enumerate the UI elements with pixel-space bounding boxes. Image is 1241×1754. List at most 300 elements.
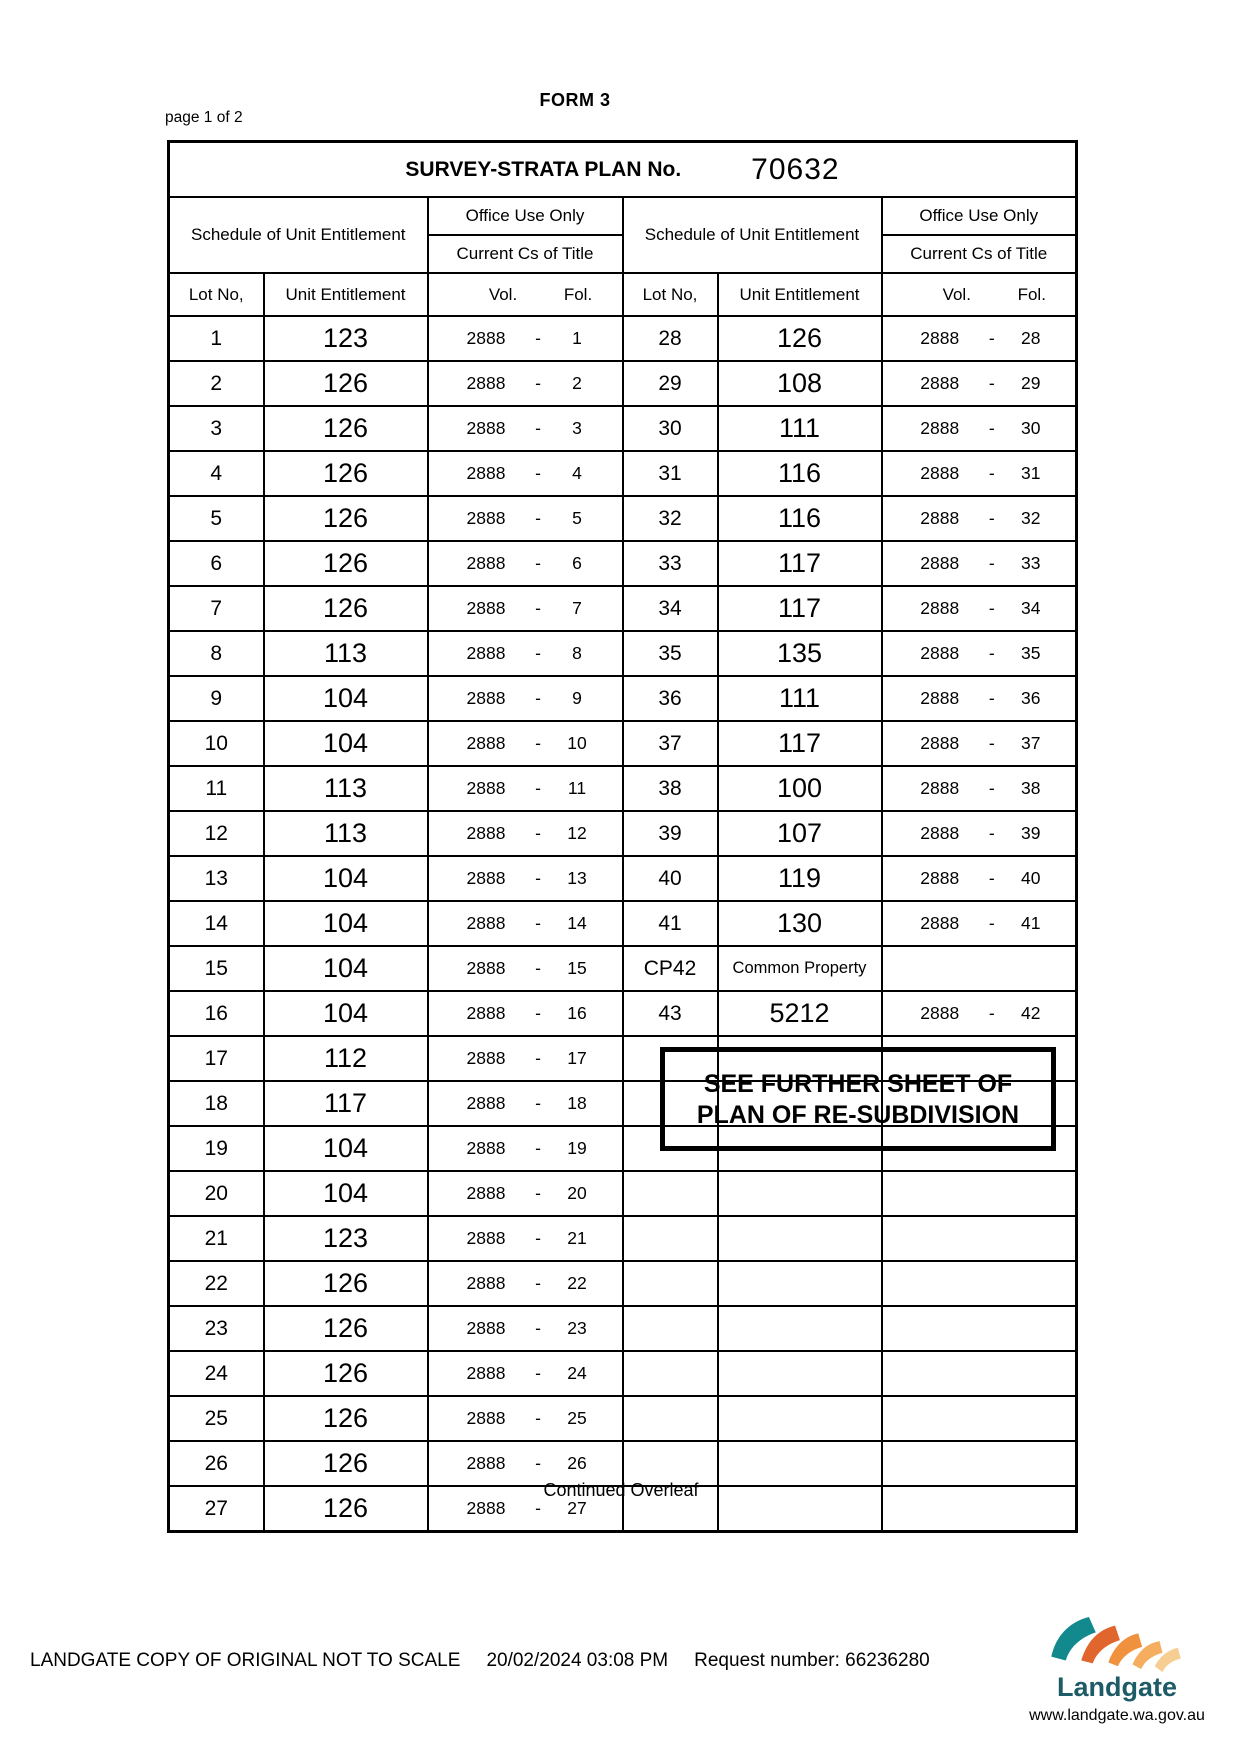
fol-value: 8 (572, 643, 582, 663)
vol-fol-column-header-right (882, 273, 1077, 316)
vol-value: 2888 (466, 958, 506, 978)
vol-fol-dash: - (535, 643, 541, 663)
unit-entitlement-cell: 126 (718, 316, 882, 361)
lot-number-cell: 22 (169, 1261, 264, 1306)
lot-number-cell (623, 1261, 718, 1306)
fol-value: 21 (567, 1228, 587, 1248)
plan-title-row (169, 142, 1077, 198)
vol-fol-value (429, 913, 622, 934)
vol-fol-value (429, 733, 622, 754)
lot-number-cell: 13 (169, 856, 264, 901)
website-url: www.landgate.wa.gov.au (1029, 1707, 1205, 1724)
unit-entitlement-cell: 126 (264, 1351, 428, 1396)
vol-fol-cell (428, 721, 623, 766)
lot-number-cell: 23 (169, 1306, 264, 1351)
fol-value: 6 (572, 553, 582, 573)
vol-fol-dash: - (535, 418, 541, 438)
lot-number-cell (623, 1216, 718, 1261)
landgate-swoosh-icon (1049, 1616, 1185, 1674)
vol-column-label: Vol. (942, 284, 971, 304)
lot-no-column-header-right: Lot No, (623, 273, 718, 316)
unit-entitlement-cell: 113 (264, 766, 428, 811)
unit-entitlement-cell (718, 1396, 882, 1441)
vol-fol-dash: - (535, 1138, 541, 1158)
vol-fol-dash: - (535, 463, 541, 483)
vol-fol-dash: - (535, 1273, 541, 1293)
vol-value: 2888 (466, 913, 506, 933)
vol-fol-value (883, 643, 1076, 664)
vol-fol-cell (428, 316, 623, 361)
vol-fol-value (429, 418, 622, 439)
unit-entitlement-cell: 113 (264, 631, 428, 676)
vol-fol-dash: - (535, 1228, 541, 1248)
vol-fol-value (429, 1228, 622, 1249)
fol-value: 22 (567, 1273, 587, 1293)
vol-value: 2888 (466, 1183, 506, 1203)
table-row (169, 766, 1077, 811)
unit-entitlement-cell: 126 (264, 1306, 428, 1351)
unit-entitlement-cell: 123 (264, 316, 428, 361)
vol-fol-cell (882, 1171, 1077, 1216)
vol-fol-dash: - (988, 913, 995, 933)
vol-fol-value (429, 778, 622, 799)
vol-fol-value (429, 688, 622, 709)
vol-fol-value (429, 643, 622, 664)
vol-fol-cell (882, 946, 1077, 991)
table-row (169, 676, 1077, 721)
vol-fol-value (429, 1363, 622, 1384)
vol-fol-cell (882, 631, 1077, 676)
lot-number-cell: 5 (169, 496, 264, 541)
vol-value: 2888 (920, 733, 960, 753)
vol-fol-cell (428, 451, 623, 496)
vol-fol-value (429, 1183, 622, 1204)
vol-fol-value (429, 598, 622, 619)
plan-title-flex (170, 153, 1075, 187)
lot-number-cell: 35 (623, 631, 718, 676)
lot-number-cell: 20 (169, 1171, 264, 1216)
vol-fol-cell (428, 1081, 623, 1126)
unit-entitlement-cell: 113 (264, 811, 428, 856)
lot-number-cell: 2 (169, 361, 264, 406)
vol-fol-value (429, 373, 622, 394)
fol-value: 36 (1021, 688, 1041, 708)
unit-entitlement-cell: 107 (718, 811, 882, 856)
schedule-header-left: Schedule of Unit Entitlement (169, 197, 428, 273)
lot-number-cell: 4 (169, 451, 264, 496)
vol-fol-cell (428, 946, 623, 991)
fol-value: 41 (1021, 913, 1041, 933)
vol-fol-cell (428, 1396, 623, 1441)
fol-column-label: Fol. (1017, 284, 1046, 304)
vol-fol-dash: - (535, 1363, 541, 1383)
unit-entitlement-cell: 104 (264, 1126, 428, 1171)
vol-fol-dash: - (535, 1408, 541, 1428)
vol-fol-value (883, 688, 1076, 709)
vol-fol-cell (882, 1351, 1077, 1396)
vol-column-label: Vol. (488, 284, 518, 304)
lot-number-cell: 41 (623, 901, 718, 946)
lot-number-cell: 33 (623, 541, 718, 586)
lot-number-cell: CP42 (623, 946, 718, 991)
vol-value: 2888 (466, 688, 506, 708)
fol-value: 18 (567, 1093, 587, 1113)
table-row (169, 451, 1077, 496)
lot-number-cell: 32 (623, 496, 718, 541)
vol-fol-dash: - (988, 373, 995, 393)
lot-number-cell: 39 (623, 811, 718, 856)
unit-entitlement-cell: Common Property (718, 946, 882, 991)
fol-value: 12 (567, 823, 587, 843)
fol-value: 17 (567, 1048, 587, 1068)
vol-fol-cell (428, 811, 623, 856)
vol-fol-dash: - (988, 733, 995, 753)
lot-number-cell: 15 (169, 946, 264, 991)
vol-value: 2888 (466, 733, 506, 753)
unit-entitlement-cell: 104 (264, 676, 428, 721)
vol-fol-cell (428, 901, 623, 946)
vol-value: 2888 (466, 1093, 506, 1113)
unit-entitlement-cell: 126 (264, 451, 428, 496)
vol-value: 2888 (466, 328, 506, 348)
vol-fol-cell (882, 1306, 1077, 1351)
fol-value: 40 (1021, 868, 1041, 888)
fol-value: 35 (1021, 643, 1041, 663)
vol-fol-value (429, 1138, 622, 1159)
vol-fol-cell (882, 721, 1077, 766)
vol-fol-cell (882, 361, 1077, 406)
unit-entitlement-cell: 111 (718, 406, 882, 451)
lot-number-cell: 37 (623, 721, 718, 766)
vol-fol-dash: - (535, 913, 541, 933)
vol-fol-dash: - (988, 1003, 995, 1023)
vol-value: 2888 (920, 643, 960, 663)
vol-value: 2888 (466, 1228, 506, 1248)
lot-number-cell: 29 (623, 361, 718, 406)
unit-entitlement-cell: 123 (264, 1216, 428, 1261)
plan-title-cell (169, 142, 1077, 198)
vol-fol-dash: - (535, 1318, 541, 1338)
vol-fol-value (429, 1453, 622, 1474)
lot-number-cell: 3 (169, 406, 264, 451)
vol-value: 2888 (920, 913, 960, 933)
vol-value: 2888 (466, 553, 506, 573)
vol-fol-value (883, 868, 1076, 889)
vol-fol-value (429, 1093, 622, 1114)
vol-fol-cell (882, 811, 1077, 856)
vol-fol-cell (882, 451, 1077, 496)
request-number: Request number: 66236280 (694, 1650, 930, 1671)
lot-number-cell: 30 (623, 406, 718, 451)
unit-entitlement-cell: 116 (718, 496, 882, 541)
vol-fol-cell (428, 991, 623, 1036)
vol-fol-cell (882, 406, 1077, 451)
lot-number-cell: 14 (169, 901, 264, 946)
fol-value: 39 (1021, 823, 1041, 843)
vol-fol-value (429, 553, 622, 574)
print-datetime: 20/02/2024 03:08 PM (486, 1650, 669, 1671)
vol-value: 2888 (466, 1408, 506, 1428)
vol-fol-value (883, 1003, 1076, 1024)
lot-number-cell: 34 (623, 586, 718, 631)
lot-number-cell: 12 (169, 811, 264, 856)
table-row (169, 1396, 1077, 1441)
lot-number-cell: 11 (169, 766, 264, 811)
table-row (169, 901, 1077, 946)
table-row (169, 1171, 1077, 1216)
unit-entitlement-cell: 117 (264, 1081, 428, 1126)
vol-fol-value (883, 733, 1076, 754)
vol-value: 2888 (466, 508, 506, 528)
fol-value: 3 (572, 418, 582, 438)
fol-value: 31 (1021, 463, 1041, 483)
fol-value: 10 (567, 733, 587, 753)
vol-fol-value (429, 508, 622, 529)
lot-number-cell: 7 (169, 586, 264, 631)
form-title: FORM 3 (539, 90, 611, 110)
lot-number-cell: 43 (623, 991, 718, 1036)
lot-number-cell: 6 (169, 541, 264, 586)
vol-fol-value (883, 463, 1076, 484)
stamp-line-1: SEE FURTHER SHEET OF (703, 1069, 1013, 1098)
landgate-copy-notice: LANDGATE COPY OF ORIGINAL NOT TO SCALE (30, 1650, 461, 1671)
vol-fol-value (883, 373, 1076, 394)
unit-entitlement-cell: 104 (264, 991, 428, 1036)
unit-entitlement-cell: 117 (718, 586, 882, 631)
vol-fol-cell (882, 496, 1077, 541)
unit-entitlement-table (167, 140, 1078, 1533)
vol-fol-cell (428, 1171, 623, 1216)
vol-fol-value (883, 913, 1076, 934)
table-row (169, 991, 1077, 1036)
table-row (169, 361, 1077, 406)
vol-value: 2888 (920, 373, 960, 393)
fol-value: 7 (572, 598, 582, 618)
table-row (169, 631, 1077, 676)
vol-fol-dash: - (535, 1453, 541, 1473)
vol-value: 2888 (466, 1363, 506, 1383)
vol-fol-cell (428, 496, 623, 541)
table-row (169, 811, 1077, 856)
fol-value: 33 (1021, 553, 1041, 573)
vol-fol-value (429, 1318, 622, 1339)
vol-fol-cell (428, 766, 623, 811)
vol-fol-dash: - (988, 418, 995, 438)
unit-entitlement-cell (718, 1306, 882, 1351)
vol-value: 2888 (466, 598, 506, 618)
vol-value: 2888 (466, 1453, 506, 1473)
fol-column-label: Fol. (563, 284, 593, 304)
vol-fol-value (883, 553, 1076, 574)
vol-fol-dash: - (535, 1048, 541, 1068)
lot-number-cell: 28 (623, 316, 718, 361)
vol-fol-cell (882, 901, 1077, 946)
unit-entitlement-cell: 126 (264, 361, 428, 406)
lot-number-cell: 31 (623, 451, 718, 496)
table-row (169, 406, 1077, 451)
unit-entitlement-cell: 126 (264, 541, 428, 586)
vol-fol-cell (428, 586, 623, 631)
vol-fol-dash: - (988, 643, 995, 663)
fol-value: 23 (567, 1318, 587, 1338)
table-row (169, 586, 1077, 631)
lot-number-cell (623, 1306, 718, 1351)
vol-fol-dash: - (535, 778, 541, 798)
fol-value: 28 (1021, 328, 1041, 348)
table-row (169, 1306, 1077, 1351)
unit-entitlement-cell: 119 (718, 856, 882, 901)
table-row (169, 721, 1077, 766)
unit-entitlement-cell: 126 (264, 1486, 428, 1532)
lot-number-cell: 18 (169, 1081, 264, 1126)
vol-value: 2888 (920, 688, 960, 708)
vol-value: 2888 (466, 373, 506, 393)
fol-value: 42 (1021, 1003, 1041, 1023)
lot-number-cell: 24 (169, 1351, 264, 1396)
vol-fol-dash: - (535, 958, 541, 978)
vol-fol-cell (882, 856, 1077, 901)
vol-value: 2888 (466, 1498, 506, 1518)
vol-fol-dash: - (535, 1003, 541, 1023)
office-use-header-right: Office Use Only (882, 197, 1077, 235)
vol-fol-dash: - (988, 553, 995, 573)
plan-title: SURVEY-STRATA PLAN No. (405, 157, 682, 181)
lot-number-cell: 9 (169, 676, 264, 721)
vol-value: 2888 (920, 778, 960, 798)
vol-fol-cell (428, 1261, 623, 1306)
unit-entitlement-column-header-left: Unit Entitlement (264, 273, 428, 316)
table-row (169, 496, 1077, 541)
vol-fol-dash: - (988, 328, 995, 348)
vol-value: 2888 (466, 1138, 506, 1158)
unit-entitlement-cell: 130 (718, 901, 882, 946)
vol-fol-cell (428, 541, 623, 586)
lot-number-cell: 25 (169, 1396, 264, 1441)
vol-value: 2888 (920, 553, 960, 573)
vol-fol-value (429, 823, 622, 844)
vol-value: 2888 (466, 1048, 506, 1068)
vol-fol-value (883, 598, 1076, 619)
table-row (169, 541, 1077, 586)
vol-fol-dash: - (535, 868, 541, 888)
fol-value: 19 (567, 1138, 587, 1158)
vol-fol-value (429, 1048, 622, 1069)
stamp-line-2: PLAN OF RE-SUBDIVISION (696, 1100, 1020, 1129)
footer-notice-line (30, 1650, 930, 1672)
table-row (169, 1216, 1077, 1261)
vol-fol-dash: - (535, 823, 541, 843)
fol-value: 38 (1021, 778, 1041, 798)
vol-fol-dash: - (535, 1183, 541, 1203)
vol-fol-value (883, 823, 1076, 844)
vol-fol-cell (882, 991, 1077, 1036)
unit-entitlement-cell: 135 (718, 631, 882, 676)
vol-fol-cell (428, 1036, 623, 1081)
unit-entitlement-cell (718, 1261, 882, 1306)
lot-number-cell: 16 (169, 991, 264, 1036)
vol-value: 2888 (466, 643, 506, 663)
unit-entitlement-cell: 108 (718, 361, 882, 406)
vol-fol-cell (428, 1306, 623, 1351)
vol-fol-value (429, 1003, 622, 1024)
vol-fol-value (883, 328, 1076, 349)
vol-value: 2888 (920, 823, 960, 843)
unit-entitlement-cell: 126 (264, 496, 428, 541)
vol-fol-dash: - (535, 688, 541, 708)
vol-value: 2888 (466, 418, 506, 438)
vol-fol-cell (882, 1396, 1077, 1441)
unit-entitlement-cell: 104 (264, 721, 428, 766)
vol-fol-value (429, 868, 622, 889)
unit-entitlement-cell: 104 (264, 901, 428, 946)
lot-number-cell (623, 1171, 718, 1216)
unit-entitlement-cell: 126 (264, 1441, 428, 1486)
vol-fol-dash: - (988, 463, 995, 483)
vol-fol-cell (428, 1216, 623, 1261)
schedule-header-right: Schedule of Unit Entitlement (623, 197, 882, 273)
lot-number-cell: 38 (623, 766, 718, 811)
vol-fol-cell (428, 631, 623, 676)
vol-fol-value (429, 328, 622, 349)
vol-value: 2888 (920, 418, 960, 438)
unit-entitlement-cell: 126 (264, 1396, 428, 1441)
vol-fol-value (883, 418, 1076, 439)
vol-fol-cell (428, 361, 623, 406)
unit-entitlement-column-header-right: Unit Entitlement (718, 273, 882, 316)
unit-entitlement-cell: 100 (718, 766, 882, 811)
fol-value: 1 (572, 328, 582, 348)
unit-entitlement-cell: 112 (264, 1036, 428, 1081)
vol-fol-value (429, 1273, 622, 1294)
fol-value: 13 (567, 868, 587, 888)
fol-value: 16 (567, 1003, 587, 1023)
vol-value: 2888 (920, 328, 960, 348)
lot-number-cell: 19 (169, 1126, 264, 1171)
vol-value: 2888 (466, 868, 506, 888)
fol-value: 25 (567, 1408, 587, 1428)
unit-entitlement-cell: 117 (718, 721, 882, 766)
vol-fol-dash: - (535, 1498, 541, 1518)
vol-fol-value (429, 1498, 622, 1519)
landgate-logo (1028, 1616, 1206, 1725)
resubdivision-stamp (660, 1047, 1056, 1151)
fol-value: 15 (567, 958, 587, 978)
unit-entitlement-cell: 111 (718, 676, 882, 721)
vol-value: 2888 (920, 1003, 960, 1023)
fol-value: 30 (1021, 418, 1041, 438)
vol-value: 2888 (466, 778, 506, 798)
vol-value: 2888 (920, 598, 960, 618)
vol-fol-value (429, 463, 622, 484)
continued-overleaf-note: Continued Overleaf (543, 1480, 699, 1500)
vol-value: 2888 (466, 823, 506, 843)
lot-number-cell: 21 (169, 1216, 264, 1261)
vol-fol-cell (882, 676, 1077, 721)
vol-fol-dash: - (535, 553, 541, 573)
fol-value: 34 (1021, 598, 1041, 618)
lot-number-cell: 36 (623, 676, 718, 721)
table-row (169, 946, 1077, 991)
section-header-row (169, 197, 1077, 235)
fol-value: 27 (567, 1498, 587, 1518)
vol-fol-value (883, 508, 1076, 529)
vol-fol-header-flex (883, 285, 1076, 305)
vol-value: 2888 (466, 463, 506, 483)
vol-fol-column-header-left (428, 273, 623, 316)
vol-fol-cell (882, 316, 1077, 361)
vol-fol-cell (882, 766, 1077, 811)
vol-value: 2888 (466, 1273, 506, 1293)
